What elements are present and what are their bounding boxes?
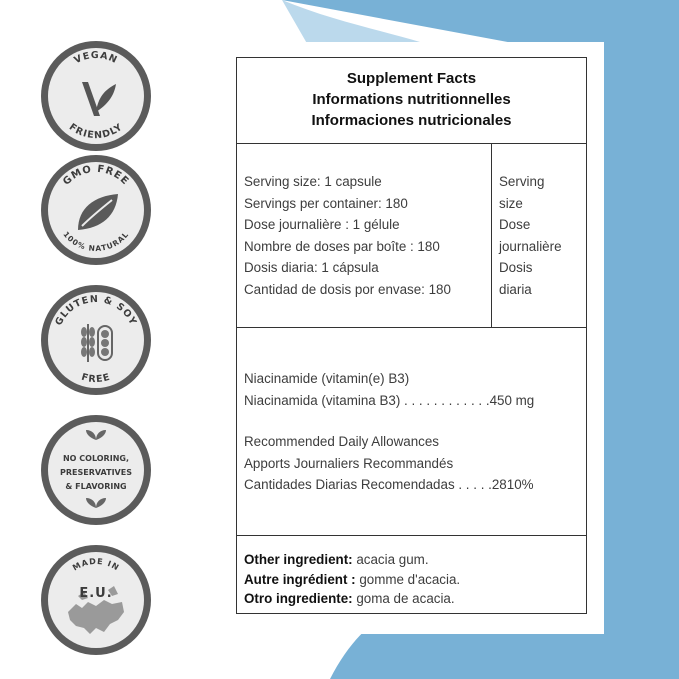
serving-line: Serving size: 1 capsule [244, 174, 382, 189]
serving-header-line: Dosis [499, 260, 533, 275]
gluten-soy-free-badge [38, 282, 154, 398]
serving-line: Nombre de doses par boîte : 180 [244, 238, 440, 254]
vegan-friendly-badge [38, 38, 154, 154]
badge-line: PRESERVATIVES [60, 468, 132, 477]
nutrient-line: Niacinamida (vitamina B3) . . . . . . . . . . . .450 mg [244, 392, 535, 408]
serving-line: Cantidad de dosis por envase: 180 [244, 281, 451, 297]
other-ingredient-line: Otro ingrediente: goma de acacia. [244, 591, 455, 606]
rda-line: Apports Journaliers Recommandés [244, 455, 454, 471]
rda-line: Recommended Daily Allowances [244, 434, 440, 449]
supplement-facts-table [236, 57, 587, 614]
made-in-eu-badge [38, 542, 154, 658]
serving-info [237, 144, 492, 328]
facts-title-section [237, 58, 586, 144]
badge-bottom-text: 100% NATURAL [61, 229, 131, 254]
serving-header-line: diaria [499, 281, 532, 297]
other-ingredients-section [237, 536, 586, 613]
serving-column-header [492, 144, 586, 328]
badge-center-text: E.U. [79, 586, 113, 601]
nutrient-section [237, 328, 586, 536]
other-ingredient-line: Other ingredient: acacia gum. [244, 552, 429, 567]
other-ingredient-line: Autre ingrédient : gomme d'acacia. [244, 571, 461, 587]
facts-title-fr: Informations nutritionnelles [312, 91, 511, 108]
badge-top-text: GLUTEN & SOY [53, 293, 139, 328]
serving-header-line: Serving [499, 174, 545, 189]
serving-header-line: journalière [499, 238, 562, 254]
serving-line: Dose journalière : 1 gélule [244, 217, 400, 232]
nutrient-line: Niacinamide (vitamin(e) B3) [244, 371, 410, 386]
badge-top-text: GMO FREE [61, 163, 131, 188]
badge-bottom-text: FREE [80, 371, 112, 386]
serving-section [237, 144, 586, 328]
serving-header-line: size [499, 195, 523, 211]
serving-line: Dosis diaria: 1 cápsula [244, 260, 379, 275]
badge-line: & FLAVORING [65, 482, 127, 491]
badge-top-text: VEGAN [72, 49, 120, 67]
badge-line: NO COLORING, [62, 454, 129, 463]
no-coloring-badge [38, 412, 154, 528]
serving-line: Servings per container: 180 [244, 195, 408, 211]
serving-header-line: Dose [499, 217, 531, 232]
gmo-free-badge [38, 152, 154, 268]
facts-title-es: Informaciones nutricionales [311, 112, 512, 129]
rda-line: Cantidades Diarias Recomendadas . . . . .2810% [244, 477, 534, 492]
badge-top-text: MADE IN [71, 556, 122, 573]
badge-bottom-text: FRIENDLY [66, 121, 126, 142]
facts-title-en: Supplement Facts [346, 70, 477, 87]
